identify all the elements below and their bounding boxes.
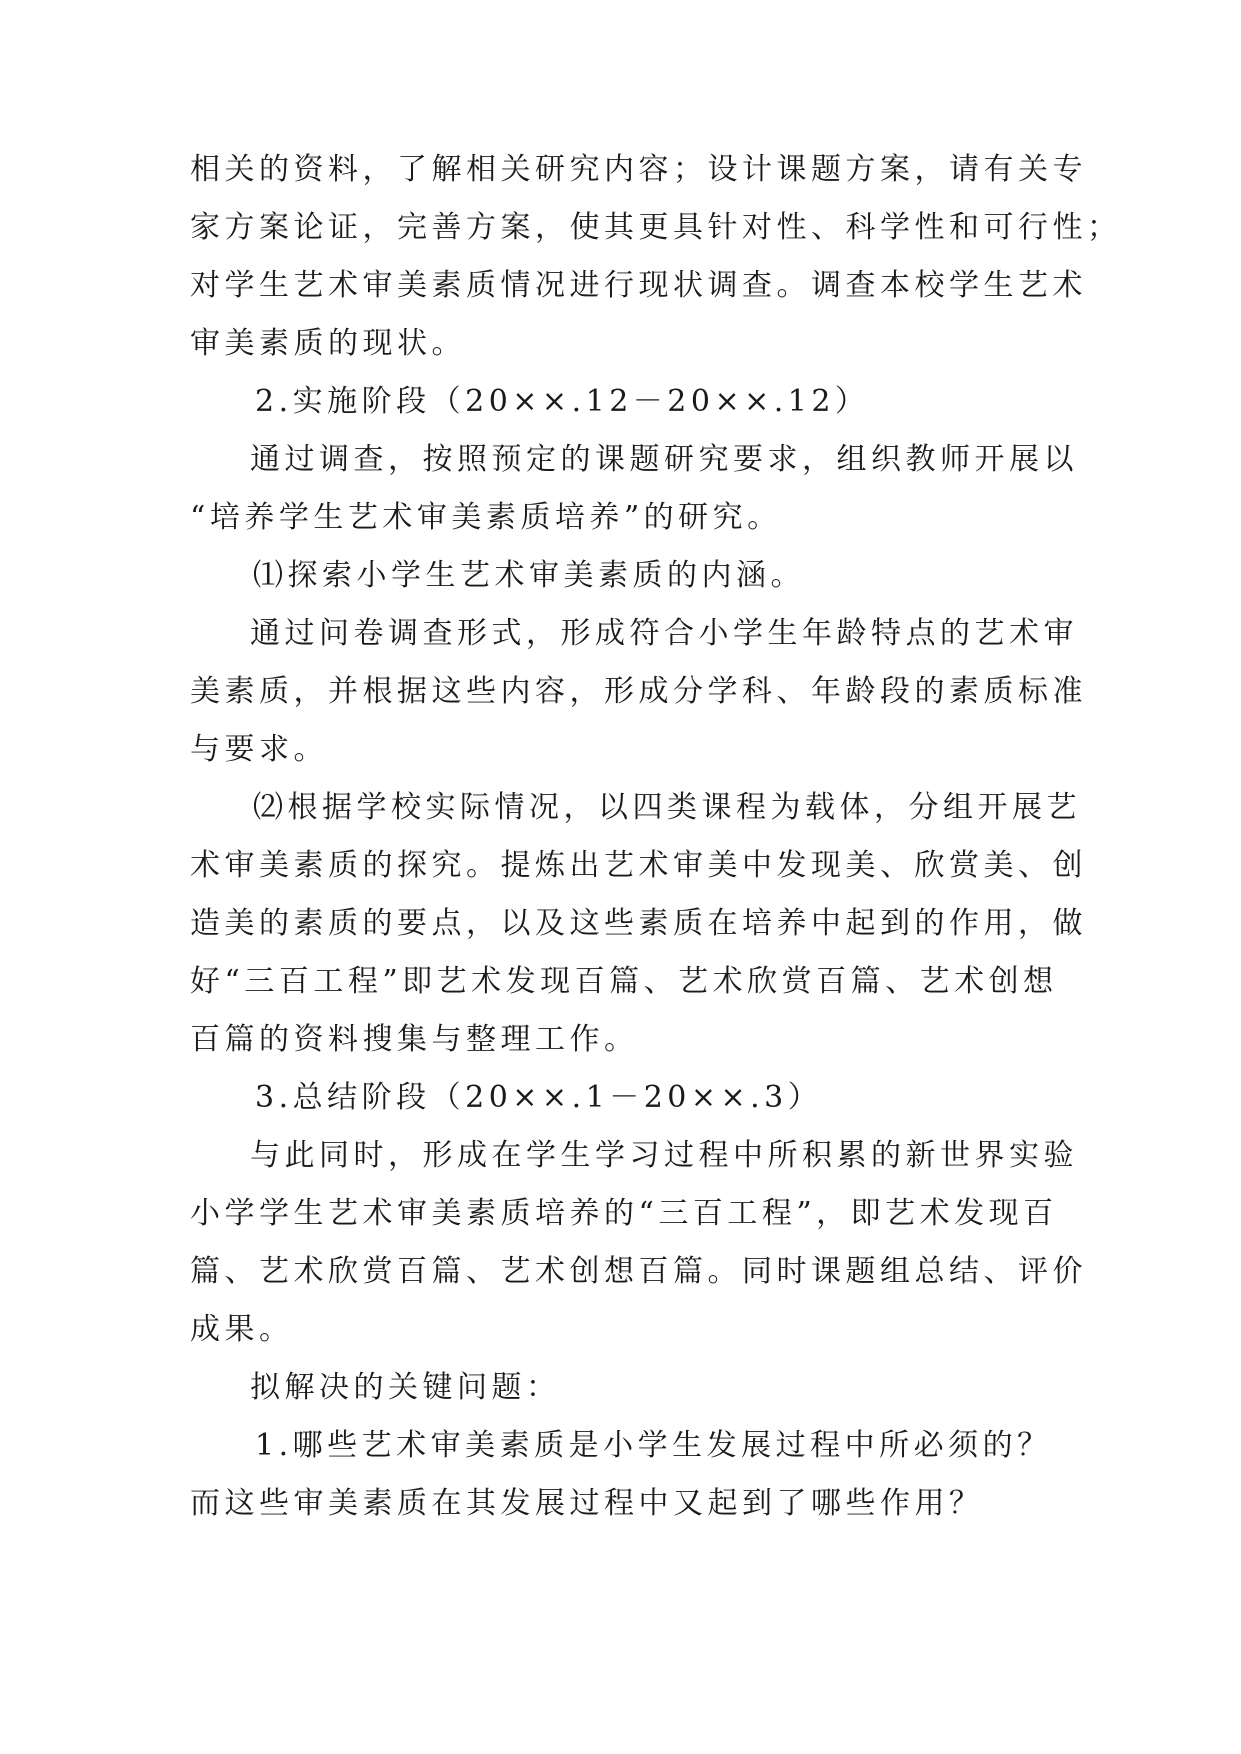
list-item-1: ⑴探索小学生艺术审美素质的内涵。 — [253, 558, 805, 593]
paragraph-line: 通过问卷调查形式，形成符合小学生年龄特点的艺术审 — [250, 616, 1078, 651]
paragraph-line: 造美的素质的要点，以及这些素质在培养中起到的作用，做 — [190, 906, 1087, 941]
paragraph-line: 百篇的资料搜集与整理工作。 — [190, 1022, 639, 1057]
section-heading-implementation: 2.实施阶段（20××.12－20××.12） — [255, 384, 870, 419]
paragraph-line: 与要求。 — [190, 732, 328, 767]
paragraph-line: 美素质，并根据这些内容，形成分学科、年龄段的素质标准 — [190, 674, 1087, 709]
paragraph-line: 审美素质的现状。 — [190, 326, 466, 361]
paragraph-line: “培养学生艺术审美素质培养”的研究。 — [190, 500, 782, 535]
paragraph-line: 对学生艺术审美素质情况进行现状调查。调查本校学生艺术 — [190, 268, 1087, 303]
paragraph-line: 与此同时，形成在学生学习过程中所积累的新世界实验 — [250, 1138, 1078, 1173]
list-item-2: ⑵根据学校实际情况，以四类课程为载体，分组开展艺 — [253, 790, 1081, 825]
paragraph-line: 家方案论证，完善方案，使其更具针对性、科学性和可行性； — [190, 210, 1122, 245]
paragraph-line: 而这些审美素质在其发展过程中又起到了哪些作用？ — [190, 1486, 984, 1521]
paragraph-line: 相关的资料，了解相关研究内容；设计课题方案，请有关专 — [190, 152, 1087, 187]
paragraph-line: 成果。 — [190, 1312, 294, 1347]
paragraph-line: 通过调查，按照预定的课题研究要求，组织教师开展以 — [250, 442, 1078, 477]
paragraph-line: 篇、艺术欣赏百篇、艺术创想百篇。同时课题组总结、评价 — [190, 1254, 1087, 1289]
paragraph-line: 术审美素质的探究。提炼出艺术审美中发现美、欣赏美、创 — [190, 848, 1087, 883]
section-heading-summary: 3.总结阶段（20××.1－20××.3） — [255, 1080, 823, 1115]
key-questions-heading: 拟解决的关键问题： — [250, 1370, 561, 1405]
question-item-1: 1.哪些艺术审美素质是小学生发展过程中所必须的？ — [255, 1428, 1052, 1463]
paragraph-line: 好“三百工程”即艺术发现百篇、艺术欣赏百篇、艺术创想 — [190, 964, 1058, 999]
paragraph-line: 小学学生艺术审美素质培养的“三百工程”，即艺术发现百 — [190, 1196, 1058, 1231]
